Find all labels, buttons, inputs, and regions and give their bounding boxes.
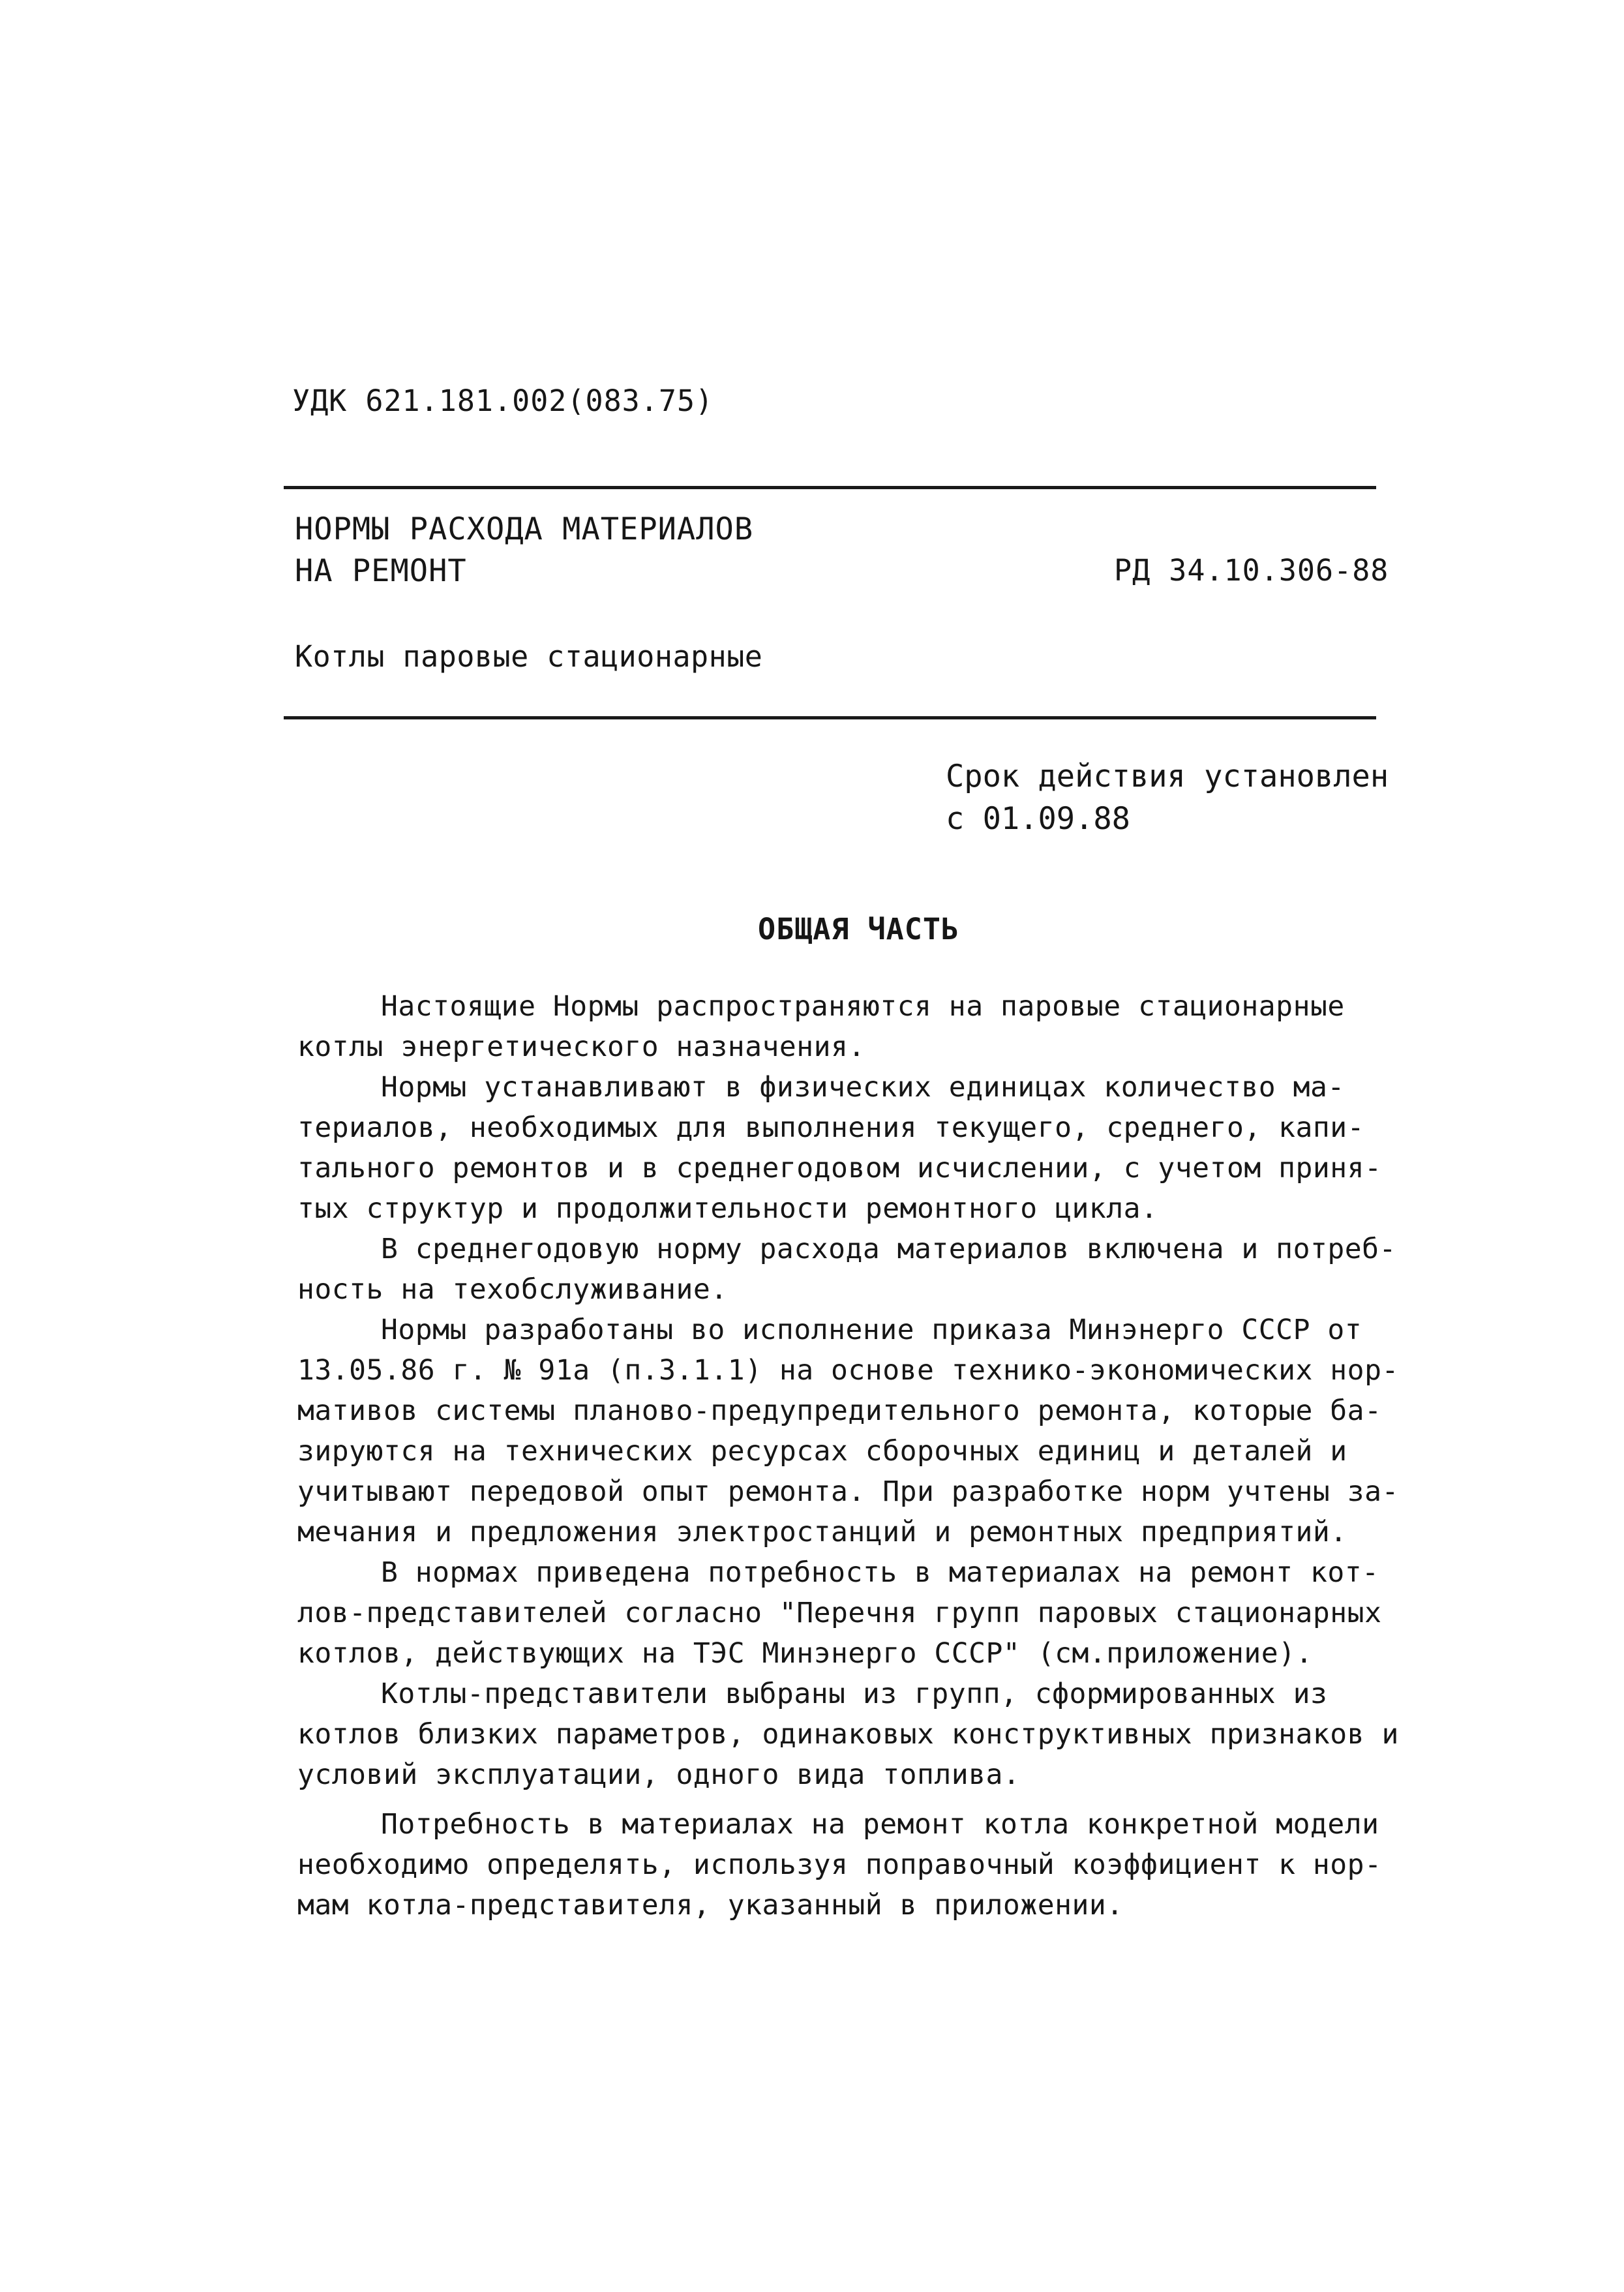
body-line: В нормах приведена потребность в материалах на ремонт кот- xyxy=(381,1556,1379,1589)
body-line: необходимо определять, используя поправочный коэффициент к нор- xyxy=(297,1848,1382,1881)
header-rule-top xyxy=(284,486,1376,489)
body-line: условий эксплуатации, одного вида топлива. xyxy=(297,1758,1021,1791)
body-line: ность на техобслуживание. xyxy=(297,1273,728,1306)
header-rule-bottom xyxy=(284,716,1376,719)
body-line: В среднегодовую норму расхода материалов включена и потреб- xyxy=(381,1233,1396,1265)
body-line: учитывают передовой опыт ремонта. При разработке норм учтены за- xyxy=(297,1475,1399,1508)
body-line: мам котла-представителя, указанный в приложении. xyxy=(297,1889,1124,1922)
body-line: котлов близких параметров, одинаковых конструктивных признаков и xyxy=(297,1718,1399,1751)
body-line: котлов, действующих на ТЭС Минэнерго СССР" (см.приложение). xyxy=(297,1637,1313,1670)
body-line: мечания и предложения электростанций и ремонтных предприятий. xyxy=(297,1516,1347,1548)
body-line: котлы энергетического назначения. xyxy=(297,1031,865,1063)
validity-line1: Срок действия установлен xyxy=(946,759,1389,794)
document-title-line1: НОРМЫ РАСХОДА МАТЕРИАЛОВ xyxy=(295,511,754,547)
validity-line2: с 01.09.88 xyxy=(946,801,1130,837)
document-subtitle: Котлы паровые стационарные xyxy=(295,639,763,674)
body-line: лов-представителей согласно "Перечня групп паровых стационарных xyxy=(297,1597,1382,1629)
body-line: 13.05.86 г. № 91а (п.3.1.1) на основе технико-экономических нор- xyxy=(297,1354,1399,1387)
udk-code: УДК 621.181.002(083.75) xyxy=(292,384,714,418)
body-line: Котлы-представители выбраны из групп, сформированных из xyxy=(381,1678,1328,1710)
section-title: ОБЩАЯ ЧАСТЬ xyxy=(758,912,960,946)
body-line: териалов, необходимых для выполнения текущего, среднего, капи- xyxy=(297,1111,1365,1144)
document-code: РД 34.10.306-88 xyxy=(1114,553,1389,588)
body-line: мативов системы планово-предупредительного ремонта, которые ба- xyxy=(297,1395,1382,1427)
body-line: Настоящие Нормы распространяются на паровые стационарные xyxy=(381,990,1345,1023)
body-line: Потребность в материалах на ремонт котла конкретной модели xyxy=(381,1808,1379,1841)
body-line: тых структур и продолжительности ремонтного цикла. xyxy=(297,1192,1158,1225)
body-line: зируются на технических ресурсах сборочных единиц и деталей и xyxy=(297,1435,1347,1468)
document-title-line2: НА РЕМОНТ xyxy=(295,553,467,589)
body-line: Нормы разработаны во исполнение приказа Минэнерго СССР от xyxy=(381,1314,1362,1346)
body-line: тального ремонтов и в среднегодовом исчислении, с учетом приня- xyxy=(297,1152,1382,1184)
body-line: Нормы устанавливают в физических единицах количество ма- xyxy=(381,1071,1345,1104)
